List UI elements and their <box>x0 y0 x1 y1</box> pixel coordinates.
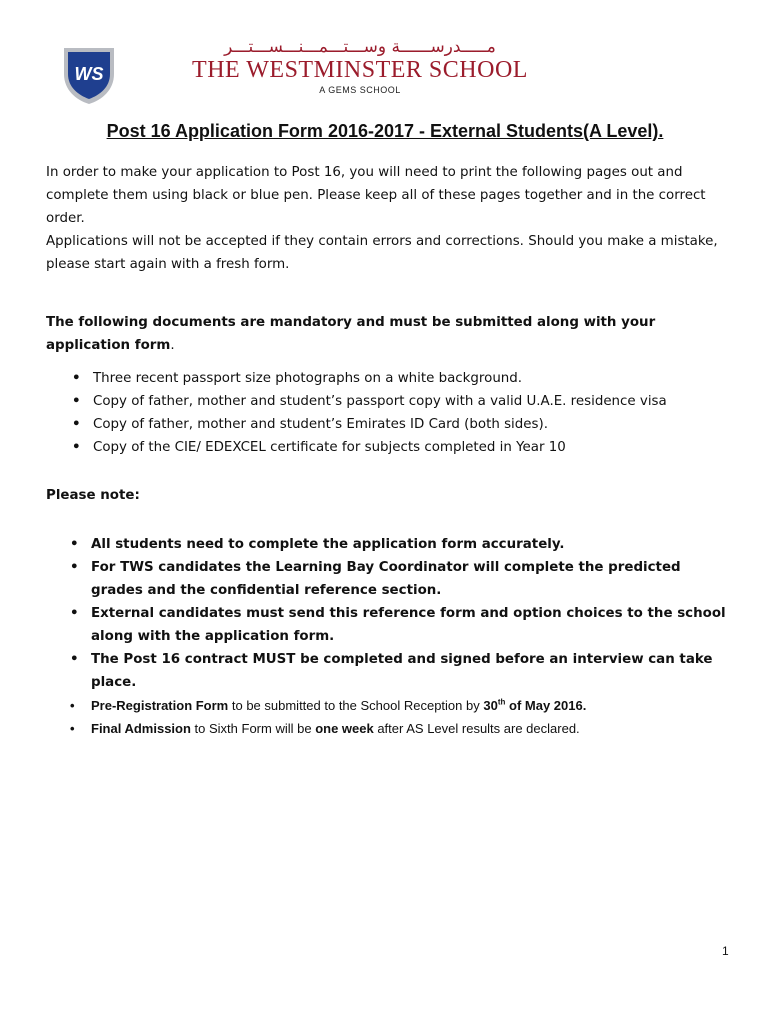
school-logo-shield <box>60 44 118 106</box>
school-arabic-name: مـــــدرســــــة وســـتـــمـــنـــســـتـــر <box>224 37 496 57</box>
notes-list <box>46 533 736 740</box>
list-item: • Copy of the CIE/ EDEXCEL certificate for subjects completed in Year 10 <box>46 436 736 459</box>
final-admission-note: • Final Admission to Sixth Form will be one week after AS Level results are declared. <box>46 717 736 740</box>
school-name: THE WESTMINSTER SCHOOL <box>192 57 528 83</box>
mandatory-documents-list <box>46 367 736 459</box>
pre-registration-note: • Pre-Registration Form to be submitted to the School Reception by 30th of May 2016. <box>46 694 736 717</box>
list-item: • Three recent passport size photographs on a white background. <box>46 367 736 390</box>
mandatory-heading-period: . <box>170 338 175 353</box>
school-header <box>60 38 710 108</box>
please-note-heading: Please note: <box>46 488 140 503</box>
intro-paragraph-1: In order to make your application to Post 16, you will need to print the following pages out and complete them using black or blue pen. Please keep all of these pages together and in the correct order. <box>46 165 706 226</box>
intro-text <box>46 161 736 276</box>
list-item: • Copy of father, mother and student’s passport copy with a valid U.A.E. residence visa <box>46 390 736 413</box>
list-item: • Copy of father, mother and student’s Emirates ID Card (both sides). <box>46 413 736 436</box>
intro-paragraph-2: Applications will not be accepted if they contain errors and corrections. Should you make a mistake, please start again with a fresh form. <box>46 234 718 272</box>
logo-initials: WS <box>74 64 104 84</box>
list-item: • All students need to complete the application form accurately. <box>46 533 736 556</box>
form-title: Post 16 Application Form 2016-2017 - External Students(A Level). <box>106 121 664 141</box>
list-item: • For TWS candidates the Learning Bay Coordinator will complete the predicted grades and the confidential reference section. <box>46 556 736 602</box>
mandatory-heading-text: The following documents are mandatory and must be submitted along with your application form <box>46 315 656 353</box>
school-subtitle: A GEMS SCHOOL <box>319 85 401 95</box>
page-number: 1 <box>722 944 729 958</box>
list-item: • External candidates must send this reference form and option choices to the school along with the application form. <box>46 602 736 648</box>
mandatory-heading <box>46 311 736 357</box>
school-wordmark <box>190 38 530 95</box>
list-item: • The Post 16 contract MUST be completed and signed before an interview can take place. <box>46 648 736 694</box>
